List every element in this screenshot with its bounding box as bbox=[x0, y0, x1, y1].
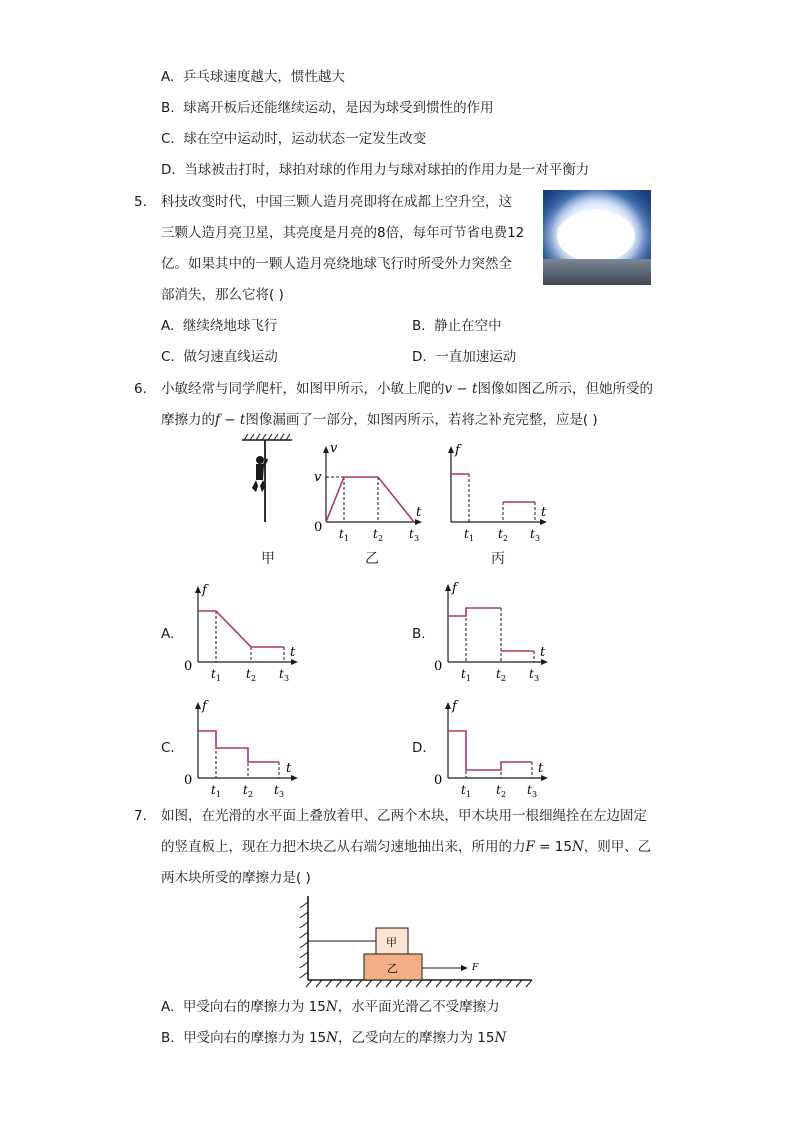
q6-option-d-letter: D. bbox=[412, 740, 427, 756]
q6-option-a-letter: A. bbox=[161, 626, 175, 642]
option-text: 做匀速直线运动 bbox=[183, 349, 278, 365]
origin-label: 0 bbox=[434, 659, 443, 674]
axis-f-label: f bbox=[452, 699, 457, 714]
tick-t3-sub: 3 bbox=[279, 790, 285, 799]
axis-t-label: t bbox=[538, 761, 544, 776]
tick-t1: t bbox=[211, 667, 216, 681]
tick-t2-sub: 2 bbox=[248, 790, 254, 799]
axis-t-label: t bbox=[290, 645, 296, 660]
fig-label-jia: 甲 bbox=[261, 551, 275, 567]
block-yi-label: 乙 bbox=[387, 962, 398, 975]
tick-t2: t bbox=[496, 667, 501, 681]
tick-t2-sub: 2 bbox=[501, 790, 507, 799]
y-axis-arrow bbox=[195, 702, 201, 709]
math-var: v − t bbox=[444, 381, 478, 397]
text-run: 甲受向右的摩擦力为 15 bbox=[183, 1030, 327, 1046]
axis-f-label: f bbox=[202, 583, 207, 598]
q5-line-1: 科技改变时代，中国三颗人造月亮即将在成都上空升空，这 bbox=[161, 194, 512, 210]
tick-t1-sub: 1 bbox=[466, 674, 472, 683]
vt-curve bbox=[326, 477, 414, 522]
option-letter: D. bbox=[412, 349, 427, 365]
tick-t2: t bbox=[498, 527, 503, 541]
text-run: 图像漏画了一部分，如图丙所示，若将之补充完整，应是( ) bbox=[245, 412, 598, 428]
q7-line-1: 如图，在光滑的水平面上叠放着甲、乙两个木块，甲木块用一根细绳拴在左边固定 bbox=[161, 808, 647, 824]
ft-curve bbox=[198, 731, 279, 762]
artificial-moon-photo bbox=[543, 190, 651, 285]
tick-t1: t bbox=[461, 667, 466, 681]
text-run: 小敏经常与同学爬杆，如图甲所示，小敏上爬的 bbox=[161, 381, 445, 397]
ft-curve bbox=[448, 731, 532, 770]
q6-option-c-letter: C. bbox=[161, 740, 175, 756]
tick-t2: t bbox=[243, 783, 248, 797]
tick-t3: t bbox=[274, 783, 279, 797]
wall-hatch bbox=[300, 902, 308, 978]
origin-label: 0 bbox=[184, 773, 193, 788]
figure-yi-vt-graph bbox=[312, 440, 432, 545]
q7-blocks-figure bbox=[296, 892, 536, 992]
math-unit: N bbox=[325, 999, 338, 1015]
tick-t1: t bbox=[211, 783, 216, 797]
option-text: 静止在空中 bbox=[434, 318, 502, 334]
option-text: 继续绕地球飞行 bbox=[182, 318, 278, 334]
tick-t2: t bbox=[496, 783, 501, 797]
force-arrow-head bbox=[461, 965, 468, 971]
q7-line-3: 两木块所受的摩擦力是( ) bbox=[161, 870, 311, 886]
tick-t2-sub: 2 bbox=[503, 534, 509, 543]
axis-t-label: t bbox=[540, 645, 546, 660]
q4-option-a bbox=[161, 68, 345, 86]
tick-t3: t bbox=[409, 527, 414, 541]
option-letter: C. bbox=[161, 349, 175, 365]
tick-t3-sub: 3 bbox=[535, 534, 541, 543]
tick-t3: t bbox=[530, 527, 535, 541]
tick-t3-sub: 3 bbox=[534, 674, 540, 683]
floor-hatch bbox=[306, 980, 532, 987]
y-axis-arrow bbox=[448, 446, 454, 453]
origin-label: 0 bbox=[184, 659, 193, 674]
axis-f-label: f bbox=[202, 699, 207, 714]
q5-option-b bbox=[412, 317, 502, 335]
math-var: f − t bbox=[215, 412, 246, 428]
tick-t3: t bbox=[529, 667, 534, 681]
ceiling-hatch bbox=[244, 434, 290, 440]
axis-t-label: t bbox=[541, 505, 547, 520]
tick-t2: t bbox=[246, 667, 251, 681]
origin-label: 0 bbox=[434, 773, 443, 788]
q6-option-c-graph bbox=[184, 696, 309, 801]
tick-t1: t bbox=[461, 783, 466, 797]
tick-t2-sub: 2 bbox=[378, 534, 384, 543]
option-text: 一直加速运动 bbox=[435, 349, 517, 365]
text-run: ，乙受向左的摩擦力为 15 bbox=[337, 1030, 495, 1046]
tick-t2-sub: 2 bbox=[251, 674, 257, 683]
q6-option-b-letter: B. bbox=[412, 626, 426, 642]
q4-option-c bbox=[161, 130, 426, 148]
tick-t3-sub: 3 bbox=[284, 674, 290, 683]
q6-option-d-graph bbox=[434, 696, 559, 801]
tick-t1-sub: 1 bbox=[216, 790, 222, 799]
q7-option-a bbox=[161, 998, 500, 1016]
tick-t1-sub: 1 bbox=[469, 534, 475, 543]
q6-option-b-graph bbox=[434, 578, 559, 685]
q5-option-a bbox=[161, 317, 277, 335]
q5-line-3: 亿。如果其中的一颗人造月亮绕地球飞行时所受外力突然全 bbox=[161, 256, 512, 272]
y-axis-arrow bbox=[195, 586, 201, 593]
q6-line-2 bbox=[161, 411, 598, 429]
q7-line-2 bbox=[161, 838, 651, 856]
q6-line-1 bbox=[161, 380, 653, 398]
q4-option-b bbox=[161, 99, 494, 117]
tick-t3-sub: 3 bbox=[414, 534, 420, 543]
text-run: 甲受向右的摩擦力为 15 bbox=[182, 999, 326, 1015]
axis-t-label: t bbox=[286, 761, 292, 776]
y-axis-arrow bbox=[445, 702, 451, 709]
option-text: 当球被击打时，球拍对球的作用力与球对球拍的作用力是一对平衡力 bbox=[184, 162, 590, 178]
axis-t-label: t bbox=[416, 505, 422, 520]
photo-ground bbox=[543, 259, 651, 285]
text-run: 的竖直板上，现在力把木块乙从右端匀速地抽出来，所用的力 bbox=[161, 839, 526, 855]
axis-f-label: f bbox=[455, 443, 460, 458]
text-run: 图像如图乙所示，但她所受的 bbox=[477, 381, 653, 397]
option-letter: B. bbox=[161, 1030, 175, 1046]
tick-t1-sub: 1 bbox=[466, 790, 472, 799]
q6-number: 6. bbox=[134, 381, 147, 397]
origin-label: 0 bbox=[314, 520, 323, 535]
option-text: 乒乓球速度越大，惯性越大 bbox=[182, 69, 345, 85]
tick-t1-sub: 1 bbox=[344, 534, 350, 543]
y-axis-arrow bbox=[445, 584, 451, 591]
q5-line-4: 部消失，那么它将( ) bbox=[161, 287, 284, 303]
option-letter: A. bbox=[161, 999, 175, 1015]
q5-number: 5. bbox=[134, 194, 147, 210]
math-unit: N bbox=[494, 1030, 507, 1046]
q7-option-b bbox=[161, 1029, 506, 1047]
option-letter: A. bbox=[161, 69, 175, 85]
q5-option-c bbox=[161, 348, 278, 366]
text-run: = 15 bbox=[534, 839, 572, 855]
q5-option-d bbox=[412, 348, 516, 366]
tick-t1-sub: 1 bbox=[216, 674, 222, 683]
tick-t3-sub: 3 bbox=[532, 790, 538, 799]
option-letter: D. bbox=[161, 162, 176, 178]
q5-line-2: 三颗人造月亮卫星，其亮度是月亮的8倍，每年可节省电费12 bbox=[161, 225, 525, 241]
figure-bing-ft-graph bbox=[437, 440, 557, 545]
math-unit: N bbox=[571, 839, 584, 855]
fig-label-bing: 丙 bbox=[491, 551, 505, 567]
block-jia-label: 甲 bbox=[386, 936, 397, 949]
option-letter: B. bbox=[412, 318, 426, 334]
text-run: ，则甲、乙 bbox=[583, 839, 652, 855]
tick-t2: t bbox=[373, 527, 378, 541]
tick-t1: t bbox=[339, 527, 344, 541]
axis-f-label: f bbox=[452, 581, 457, 596]
ft-curve bbox=[198, 611, 284, 647]
option-letter: A. bbox=[161, 318, 175, 334]
text-run: ，水平面光滑乙不受摩擦力 bbox=[337, 999, 500, 1015]
q4-option-d bbox=[161, 161, 589, 179]
force-label: F bbox=[472, 963, 479, 973]
q7-number: 7. bbox=[134, 808, 147, 824]
value-v-label: v bbox=[314, 470, 322, 485]
tick-t3: t bbox=[279, 667, 284, 681]
figure-jia-climber bbox=[236, 436, 296, 526]
option-text: 球在空中运动时，运动状态一定发生改变 bbox=[183, 131, 427, 147]
tick-t3: t bbox=[527, 783, 532, 797]
ft-curve-part1 bbox=[448, 608, 501, 616]
x-axis-arrow bbox=[291, 775, 298, 781]
option-text: 球离开板后还能继续运动，是因为球受到惯性的作用 bbox=[183, 100, 494, 116]
text-run: 摩擦力的 bbox=[161, 412, 215, 428]
math-unit: N bbox=[326, 1030, 338, 1046]
axis-v-label: v bbox=[330, 441, 338, 456]
moon-glow bbox=[557, 210, 635, 262]
option-letter: C. bbox=[161, 131, 175, 147]
option-letter: B. bbox=[161, 100, 175, 116]
q6-option-a-graph bbox=[184, 580, 309, 685]
tick-t2-sub: 2 bbox=[501, 674, 507, 683]
y-axis-arrow bbox=[323, 446, 329, 453]
math-var: F bbox=[525, 839, 535, 855]
fig-label-yi: 乙 bbox=[365, 551, 379, 567]
tick-t1: t bbox=[464, 527, 469, 541]
